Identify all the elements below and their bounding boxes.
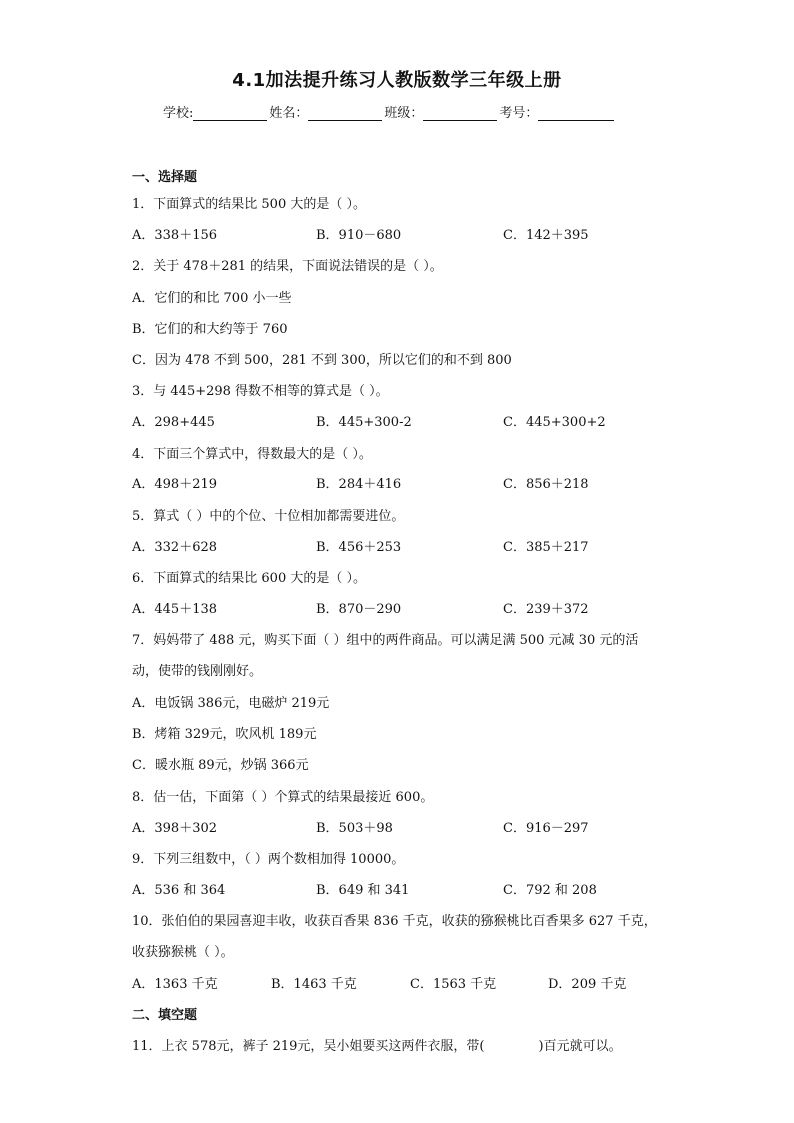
q7-option-b[interactable]: B．烤箱 329元，吹风机 189元 [132,727,317,742]
school-label: 学校: [163,106,194,121]
q6-option-a[interactable]: A．445＋138 [132,602,218,617]
question-11 [132,1035,622,1054]
class-blank[interactable] [423,106,497,121]
question-10-line-1: 10．张伯伯的果园喜迎丰收，收获百香果 836 千克，收获的猕猴桃比百香果多 627 千克， [132,914,657,929]
question-9: 9．下列三组数中，（ ）两个数相加得 10000。 [132,852,405,867]
q8-option-a[interactable]: A．398＋302 [132,821,218,836]
q2-option-b[interactable]: B．它们的和大约等于 760 [132,322,288,337]
q10-option-c[interactable]: C．1563 千克 [410,977,497,992]
q10-option-d[interactable]: D．209 千克 [548,977,627,992]
q3-option-a[interactable]: A．298+445 [132,415,215,430]
question-10-line-2: 收获猕猴桃（ ）。 [132,945,234,960]
school-blank[interactable] [193,106,267,121]
name-blank[interactable] [308,106,382,121]
q7-option-c[interactable]: C．暖水瓶 89元，炒锅 366元 [132,758,309,773]
q8-option-b[interactable]: B．503＋98 [316,821,393,836]
section-fill-heading: 二、填空题 [132,1008,198,1023]
q6-option-b[interactable]: B．870－290 [316,602,402,617]
q2-option-c[interactable]: C．因为 478 不到 500，281 不到 300，所以它们的和不到 800 [132,353,512,368]
class-label: 班级： [384,106,424,121]
question-6: 6．下面算式的结果比 600 大的是（ ）。 [132,571,366,586]
question-7-line-2: 动，使带的钱刚刚好。 [132,664,263,679]
q6-option-c[interactable]: C．239＋372 [503,602,589,617]
q4-option-a[interactable]: A．498＋219 [132,477,218,492]
q11-text-before: 11．上衣 578元，裤子 219元，吴小姐要买这两件衣服，带( [132,1039,485,1054]
q8-option-c[interactable]: C．916－297 [503,821,589,836]
question-4: 4．下面三个算式中，得数最大的是（ ）。 [132,447,372,462]
q3-option-c[interactable]: C．445+300+2 [503,415,606,430]
section-choice-heading: 一、选择题 [132,170,198,185]
q1-option-b[interactable]: B．910－680 [316,228,402,243]
student-info-row [163,102,616,121]
q5-option-b[interactable]: B．456＋253 [316,540,402,555]
q1-option-a[interactable]: A．338＋156 [132,228,218,243]
exam-no-blank[interactable] [538,106,614,121]
q9-option-a[interactable]: A．536 和 364 [132,883,226,898]
page-title: 4.1加法提升练习人教版数学三年级上册 [232,70,562,91]
q5-option-c[interactable]: C．385＋217 [503,540,589,555]
question-2: 2．关于 478＋281 的结果，下面说法错误的是（ ）。 [132,259,443,274]
q9-option-c[interactable]: C．792 和 208 [503,883,597,898]
q3-option-b[interactable]: B．445+300-2 [316,415,412,430]
q7-option-a[interactable]: A．电饭锅 386元，电磁炉 219元 [132,696,330,711]
q11-text-after: )百元就可以。 [538,1039,622,1054]
question-3: 3．与 445+298 得数不相等的算式是（ ）。 [132,384,389,399]
name-label: 姓名： [269,106,309,121]
question-8: 8．估一估，下面第（ ）个算式的结果最接近 600。 [132,790,434,805]
q2-option-a[interactable]: A．它们的和比 700 小一些 [132,291,292,306]
question-1: 1．下面算式的结果比 500 大的是（ ）。 [132,197,366,212]
q10-option-a[interactable]: A．1363 千克 [132,977,218,992]
q4-option-c[interactable]: C．856＋218 [503,477,589,492]
q5-option-a[interactable]: A．332＋628 [132,540,218,555]
question-7-line-1: 7．妈妈带了 488 元，购买下面（ ）组中的两件商品。可以满足满 500 元减 30 元的活 [132,633,639,648]
exam-no-label: 考号： [499,106,539,121]
q4-option-b[interactable]: B．284＋416 [316,477,402,492]
q9-option-b[interactable]: B．649 和 341 [316,883,410,898]
question-5: 5．算式（ ）中的个位、十位相加都需要进位。 [132,509,405,524]
q1-option-c[interactable]: C．142＋395 [503,228,589,243]
q10-option-b[interactable]: B．1463 千克 [271,977,357,992]
